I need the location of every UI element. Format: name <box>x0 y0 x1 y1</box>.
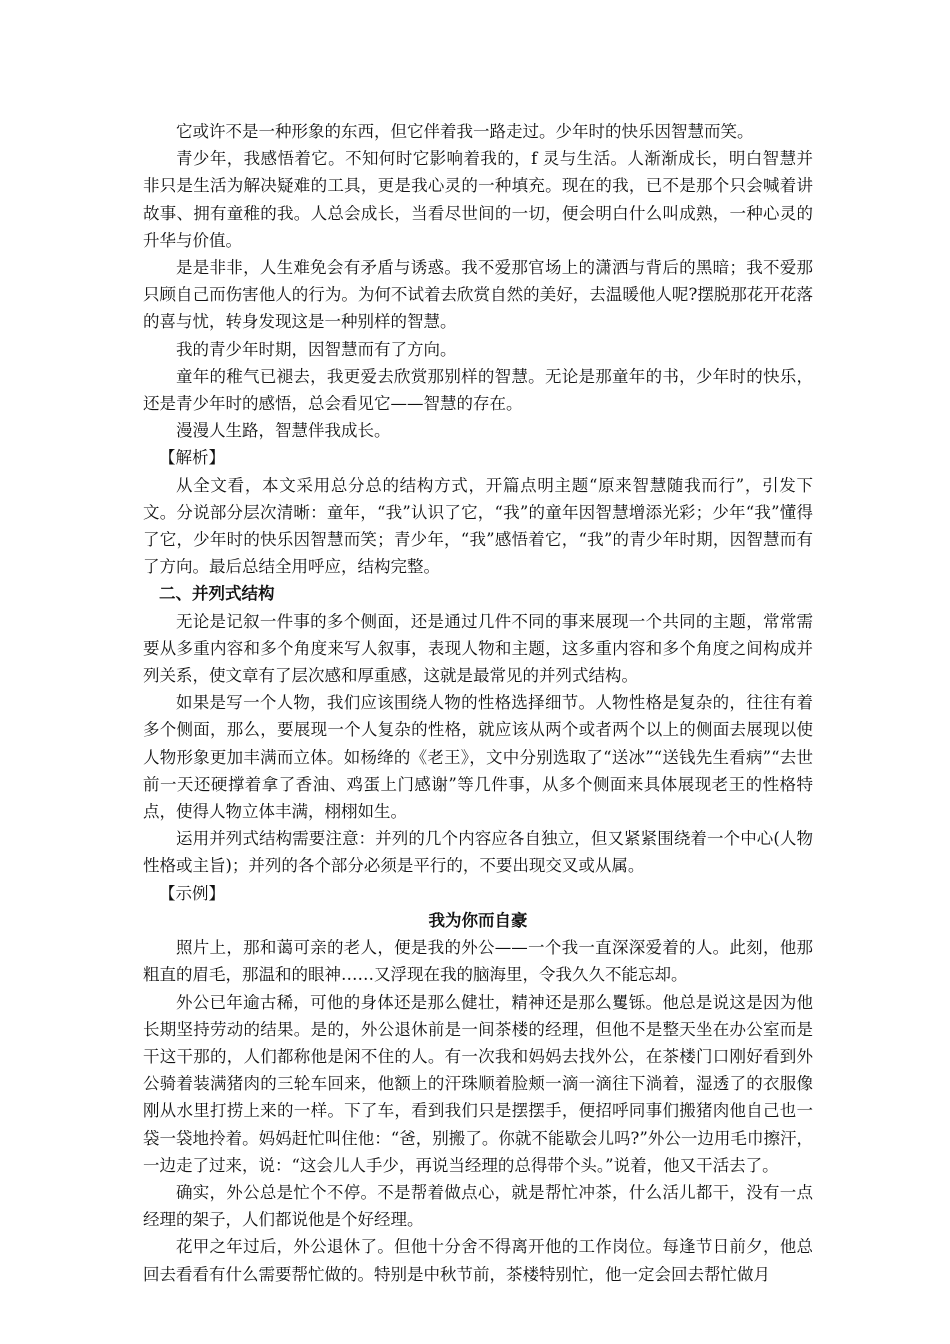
paragraph-parallel-3: 运用并列式结构需要注意：并列的几个内容应各自独立，但又紧紧围绕着一个中心(人物性格或主旨)；并列的各个部分必须是平行的，不要出现交叉或从属。 <box>143 829 813 876</box>
essay-paragraph-2: 外公已年逾古稀，可他的身体还是那么健壮，精神还是那么矍铄。他总是说这是因为他长期坚持劳动的结果。是的，外公退休前是一间茶楼的经理，但他不是整天坐在办公室而是干这干那的，人们都称他是闲不住的人。有一次我和妈妈去找外公，在茶楼门口刚好看到外公骑着装满猪肉的三轮车回来，他额上的汗珠顺着脸颊一滴一滴往下淌着，湿透了的衣服像刚从水里打捞上来的一样。下了车，看到我们只是摆摆手，便招呼同事们搬猪肉他自己也一袋一袋地拎着。妈妈赶忙叫住他：“爸，别搬了。你就不能歇会儿吗?”外公一边用毛巾擦汗，一边走了过来，说：“这会儿人手少，再说当经理的总得带个头。”说着，他又干活去了。 <box>143 992 813 1175</box>
essay-title: 我为你而自豪 <box>428 910 528 930</box>
paragraph-parallel-1: 无论是记叙一件事的多个侧面，还是通过几件不同的事来展现一个共同的主题，常常需要从多重内容和多个角度来写人叙事，表现人物和主题，这多重内容和多个角度之间构成并列关系，使文章有了层次感和厚重感，这就是最常见的并列式结构。 <box>143 611 813 686</box>
paragraph-6: 漫漫人生路，智慧伴我成长。 <box>176 421 391 441</box>
paragraph-1: 它或许不是一种形象的东西，但它伴着我一路走过。少年时的快乐因智慧而笑。 <box>176 122 754 141</box>
document-body <box>143 118 813 1288</box>
essay-paragraph-1: 照片上，那和蔼可亲的老人，便是我的外公——一个我一直深深爱着的人。此刻，他那粗直的眉毛，那温和的眼神……又浮现在我的脑海里，令我久久不能忘却。 <box>143 938 813 985</box>
analysis-label: 【解析】 <box>159 448 225 468</box>
analysis-paragraph: 从全文看，本文采用总分总的结构方式，开篇点明主题“原来智慧随我而行”，引发下文。分说部分层次清晰：童年，“我”认识了它，“我”的童年因智慧增添光彩；少年“我”懂得了它，少年时的快乐因智慧而笑；青少年，“我”感悟着它，“我”的青少年时期，因智慧而有了方向。最后总结全用呼应，结构完整。 <box>143 475 813 577</box>
paragraph-parallel-2: 如果是写一个人物，我们应该围绕人物的性格选择细节。人物性格是复杂的，往往有着多个侧面，那么，要展现一个人复杂的性格，就应该从两个或者两个以上的侧面去展现以使人物形象更加丰满而立体。如杨绛的《老王》，文中分别选取了“送冰”“送钱先生看病”“去世前一天还硬撑着拿了香油、鸡蛋上门感谢”等几件事，从多个侧面来具体展现老王的性格特点，使得人物立体丰满，栩栩如生。 <box>143 693 813 822</box>
example-label: 【示例】 <box>159 883 225 903</box>
section-heading: 二、并列式结构 <box>159 584 275 604</box>
paragraph-3: 是是非非，人生难免会有矛盾与诱惑。我不爱那官场上的潇洒与背后的黑暗；我不爱那只顾自己而伤害他人的行为。为何不试着去欣赏自然的美好，去温暖他人呢?摆脱那花开花落的喜与忧，转身发现这是一种别样的智慧。 <box>143 258 813 332</box>
paragraph-2: 青少年，我感悟着它。不知何时它影响着我的，f 灵与生活。人渐渐成长，明白智慧并非只是生活为解决疑难的工具，更是我心灵的一种填充。现在的我，已不是那个只会喊着讲故事、拥有童稚的我。人总会成长，当看尽世间的一切，便会明白什么叫成熟，一种心灵的升华与价值。 <box>143 149 813 250</box>
essay-paragraph-4: 花甲之年过后，外公退休了。但他十分舍不得离开他的工作岗位。每逢节日前夕，他总回去看看有什么需要帮忙做的。特别是中秋节前，茶楼特别忙，他一定会回去帮忙做月 <box>143 1237 813 1284</box>
paragraph-5: 童年的稚气已褪去，我更爱去欣赏那别样的智慧。无论是那童年的书，少年时的快乐，还是青少年时的感悟，总会看见它——智慧的存在。 <box>143 366 813 414</box>
essay-paragraph-3: 确实，外公总是忙个不停。不是帮着做点心，就是帮忙冲茶，什么活儿都干，没有一点经理的架子，人们都说他是个好经理。 <box>143 1182 813 1230</box>
paragraph-4: 我的青少年时期，因智慧而有了方向。 <box>176 339 457 359</box>
